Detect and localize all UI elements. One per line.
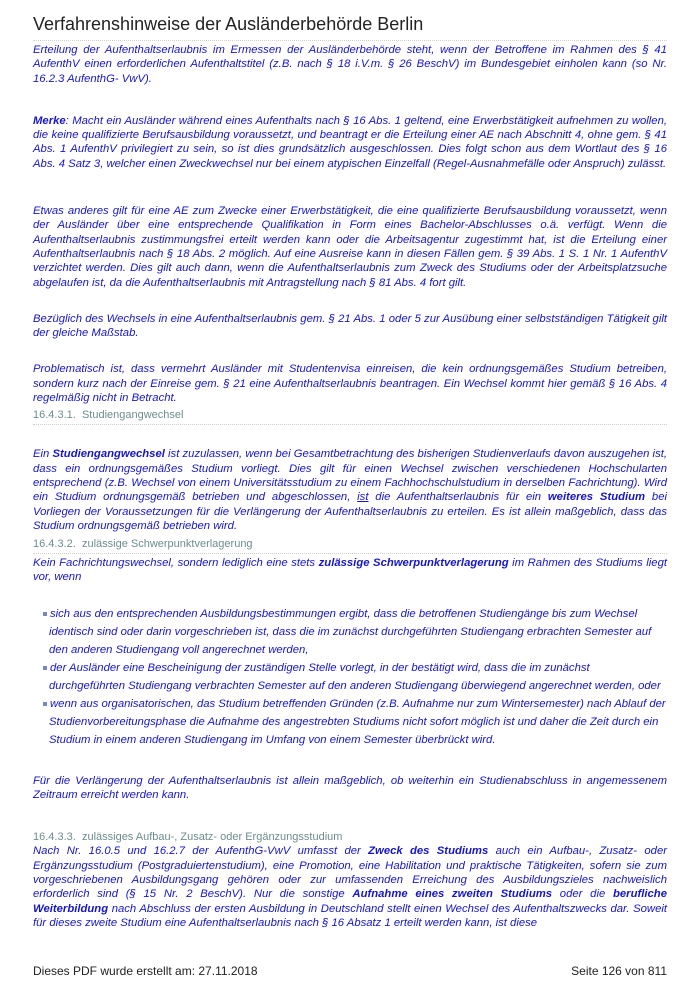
paragraph-1: Erteilung der Aufenthaltserlaubnis im Ermessen der Ausländerbehörde steht, wenn der Betroffene im Rahmen des § 41 AufenthV einen erforderlichen Aufenthaltstitel (z.B. nach § 18 i.V.m. § 26 BeschV) im Bundesgebiet einholen kann (so Nr. 16.2.3 AufenthG- VwV). [33,44,667,85]
page-title: Verfahrenshinweise der Ausländerbehörde Berlin [33,13,667,41]
paragraph-3: Etwas anderes gilt für eine AE zum Zwecke einer Erwerbstätigkeit, die eine qualifizierte Berufsausbildung voraussetzt, wenn der Ausländer über eine entsprechende Qualifikation in Form eines Bachelor-Abschlusses o.ä. verfügt. Wenn die Aufenthaltserlaubnis zustimmungsfrei erteilt werden kann oder die Arbeitsagentur zugestimmt hat, ist die Erteilung einer Aufenthaltserlaubnis nach § 18 Abs. 2 möglich. Auf eine Ausreise kann in diesen Fällen gem. § 39 Abs. 1 S. 1 Nr. 1 AufenthV verzichtet werden. Dies gilt auch dann, wenn die Aufenthaltserlaubnis zum Zweck des Studiums oder der Arbeitsplatzsuche abgelaufen ist, da die Aufenthaltserlaubnis mit Antragstellung nach § 81 Abs. 4 fort gilt. [33,205,667,289]
bold-term: weiteres Studium [547,491,646,504]
paragraph-aufbaustudium [33,844,667,930]
paragraph-schwerpunktverlagerung [33,556,667,585]
text-run: Nach Nr. 16.0.5 und 16.2.7 der AufenthG-VwV umfasst der [33,845,369,858]
list-item [43,605,667,659]
bullet-icon [43,612,47,616]
section-heading-studiengangwechsel [33,408,667,425]
underlined-term: ist [357,491,369,504]
text-run: ist zuzulassen, wenn bei Gesamtbetrachtung des bisherigen Studienverlaufs davon auszugehen ist, dass ein ordnungsgemäßes Studium vorliegt. Dies gilt für einen Wechsel zwischen verschiedenen Hochschularten entsprechend (z.B. Wechsel von einem Universitätsstudium zu einem Fachhochschulstudium in derselben Fachrichtung). Wird ein Studium ordnungsgemäß betrieben und abgeschlossen, [33,448,667,504]
page-number: Seite 126 von 811 [571,964,667,978]
list-item-text: wenn aus organisatorischen, das Studium betreffenden Gründen (z.B. Aufnahme nur zum Wintersemester) nach Ablauf der Studienvorbereitungsphase die Aufnahme des angestrebten Studiums nicht sofort möglich ist und daher die Zeit durch ein Studium in einem anderen Studiengang im Umfang von einem Semester überbrückt wird. [49,697,666,746]
list-item-text: sich aus den entsprechenden Ausbildungsbestimmungen ergibt, dass die betroffenen Studiengänge bis zum Wechsel identisch sind oder darin vorgeschrieben ist, dass die im zunächst durchgeführten Studiengang erbrachten Semester auf den anderen Studiengang voll angerechnet werden, [49,607,652,656]
paragraph-studiengangwechsel [33,447,667,533]
text-run: im Rahmen des Studiums liegt vor, wenn [33,557,668,584]
text-run: bei Vorliegen der Voraussetzungen für die Verlängerung der Aufenthaltserlaubnis zu erteilen. Es ist allein maßgeblich, dass das Studium ordnungsgemäß betrieben wird. [33,491,667,532]
bold-term: Zweck des Studiums [368,845,489,858]
section-heading-aufbaustudium [33,830,667,844]
merke-label: Merke [33,114,66,127]
text-run: auch ein Aufbau-, Zusatz- oder Ergänzungsstudium (Postgraduiertenstudium), eine Promotion, eine Habilitation und praktische Tätigkeiten, sofern sie zum vorgeschriebenen Ausbildungsgang gehören oder zur umfassenden Erreichung des Ausbildungszieles nachweislich erforderlich sind (§ 15 Nr. 2 BeschV). Nur die sonstige [33,845,668,901]
bold-term: Aufnahme eines zweiten Studiums [352,888,553,901]
paragraph-5: Problematisch ist, dass vermehrt Ausländer mit Studentenvisa einreisen, die kein ordnungsgemäßes Studium betreiben, sondern kurz nach der Einreise gem. § 21 eine Aufenthaltserlaubnis beantragen. Ein Wechsel kommt hier gemäß § 16 Abs. 4 regelmäßig nicht in Betracht. [33,363,667,405]
creation-date: Dieses PDF wurde erstellt am: 27.11.2018 [33,964,258,978]
text-run: Ein [33,448,53,461]
list-item-text: der Ausländer eine Bescheinigung der zuständigen Stelle vorlegt, in der bestätigt wird, dass die im zunächst durchgeführten Studiengang verbrachten Semester auf den anderen Studiengang überwiegend angerechnet werden, oder [49,661,661,692]
paragraph-verlaengerung: Für die Verlängerung der Aufenthaltserlaubnis ist allein maßgeblich, ob weiterhin ein Studienabschluss in angemessenem Zeitraum erreicht werden kann. [33,774,667,802]
paragraph-merke [33,114,667,171]
bold-term: berufliche Weiterbildung [33,888,667,915]
bullet-icon [43,666,47,670]
section-title: zulässige Schwerpunktverlagerung [81,538,253,551]
bold-term: zulässige Schwerpunktverlagerung [318,557,509,570]
document-body [33,43,667,930]
section-number: 16.4.3.2. [33,538,76,551]
bullet-icon [43,702,47,706]
bullet-list [33,605,667,749]
section-title: zulässiges Aufbau-, Zusatz- oder Ergänzungsstudium [81,831,343,844]
list-item [43,695,667,749]
section-heading-schwerpunktverlagerung [33,537,667,554]
text-run: nach Abschluss der ersten Ausbildung in Deutschland stellt einen Wechsel des Aufenthaltszwecks dar. Soweit für dieses zweite Studium eine Aufenthaltserlaubnis nach § 16 Absatz 1 erteilt werden kann, ist diese [33,902,667,929]
list-item [43,659,667,695]
bold-term: Studiengangwechsel [52,448,165,461]
text-run: Kein Fachrichtungswechsel, sondern lediglich eine stets [33,557,319,570]
paragraph-4: Bezüglich des Wechsels in eine Aufenthaltserlaubnis gem. § 21 Abs. 1 oder 5 zur Ausübung einer selbstständigen Tätigkeit gilt der gleiche Maßstab. [33,312,667,340]
section-number: 16.4.3.3. [33,831,76,844]
text-run: oder die [552,888,613,901]
section-title: Studiengangwechsel [81,409,184,422]
text-run: die Aufenthaltserlaubnis für ein [368,491,548,504]
section-number: 16.4.3.1. [33,409,76,422]
merke-text: : Macht ein Ausländer während eines Aufenthalts nach § 16 Abs. 1 geltend, eine Erwerbstätigkeit aufnehmen zu wollen, die keine qualifizierte Berufsausbildung voraussetzt, und beantragt er die Erteilung einer AE nach Abschnitt 4, ohne gem. § 41 Abs. 1 AufenthV privilegiert zu sein, so ist dies grundsätzlich ausgeschlossen. Dies folgt schon aus dem Wortlaut des § 16 Abs. 4 Satz 3, welcher einen Zweckwechsel nur bei einem atypischen Einzelfall (Regel-Ausnahmefälle oder Anspruch) zulässt. [33,114,667,170]
